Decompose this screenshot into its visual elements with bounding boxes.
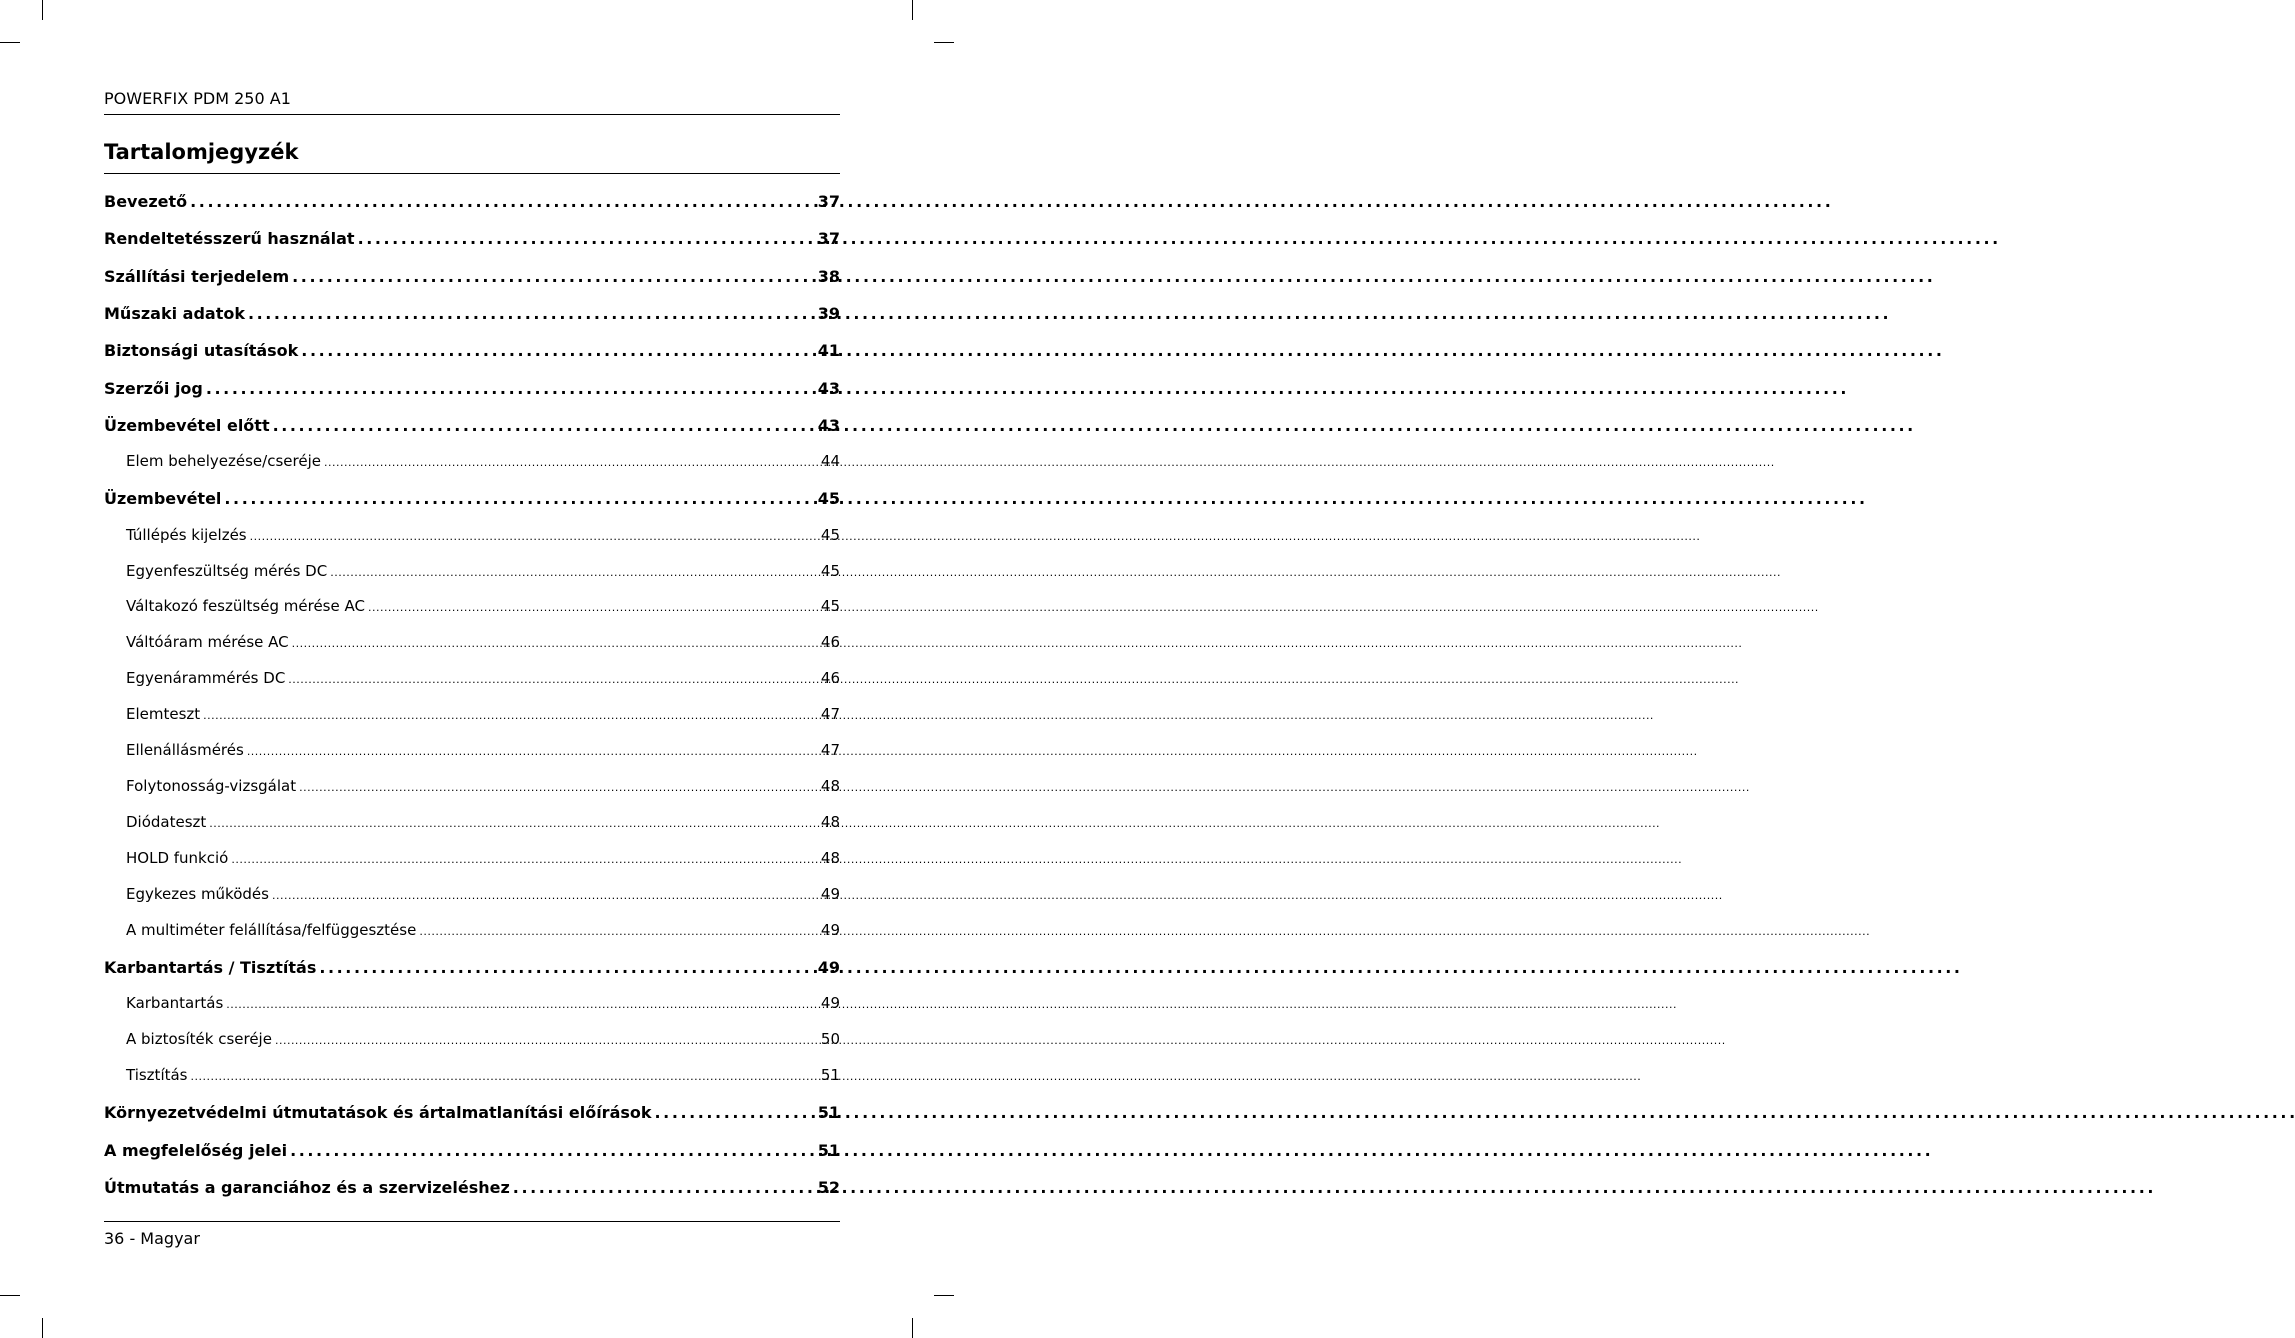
toc-heading-rule <box>104 173 840 174</box>
toc-entry-label: Váltakozó feszültség mérése AC <box>126 597 365 615</box>
toc-entry[interactable] <box>104 379 840 401</box>
crop-mark-bottom-right-h <box>934 1295 954 1296</box>
toc-entry-label: Üzembevétel előtt <box>104 416 270 435</box>
toc-entry-page: 45 <box>820 526 840 544</box>
toc-entry-label: Útmutatás a garanciához és a szervizeléshez <box>104 1178 510 1197</box>
header-rule <box>104 114 840 115</box>
toc-entry-label: Rendeltetésszerű használat <box>104 229 355 248</box>
toc-entry-page: 37 <box>817 229 840 248</box>
toc-entry-label: Egykezes működés <box>126 885 269 903</box>
toc-heading: Tartalomjegyzék <box>104 140 299 164</box>
footer-page-label: 36 - Magyar <box>104 1229 200 1248</box>
toc-entry[interactable] <box>104 994 840 1016</box>
toc-entry[interactable] <box>104 1030 840 1052</box>
toc-entry[interactable] <box>104 885 840 907</box>
toc-entry-label: A multiméter felállítása/felfüggesztése <box>126 921 417 939</box>
toc-leader-dots <box>330 562 1781 580</box>
toc-leader-dots <box>655 1103 2295 1122</box>
footer-rule <box>104 1221 840 1222</box>
toc-entry-page: 47 <box>820 741 840 759</box>
toc-entry-page: 46 <box>820 633 840 651</box>
toc-leader-dots <box>288 669 1739 687</box>
toc-entry[interactable] <box>104 229 840 251</box>
toc-leader-dots <box>191 1066 1642 1084</box>
toc-leader-dots <box>206 379 1847 398</box>
toc-entry-label: Túllépés kijelzés <box>126 526 247 544</box>
toc-entry-page: 48 <box>820 849 840 867</box>
toc-entry[interactable] <box>104 633 840 655</box>
toc-leader-dots <box>319 958 1960 977</box>
crop-mark-bottom-right <box>912 1318 913 1338</box>
toc-entry-label: Karbantartás <box>126 994 224 1012</box>
toc-leader-dots <box>224 489 1865 508</box>
toc-entry-label: HOLD funkció <box>126 849 229 867</box>
toc-entry-page: 48 <box>820 813 840 831</box>
toc-entry-page: 39 <box>817 304 840 323</box>
toc-entry-label: Egyenfeszültség mérés DC <box>126 562 328 580</box>
toc-leader-dots <box>203 705 1654 723</box>
toc-entry-page: 45 <box>817 489 840 508</box>
toc-entry[interactable] <box>104 1141 840 1163</box>
toc-entry-label: Környezetvédelmi útmutatások és ártalmatlanítási előírások <box>104 1103 652 1122</box>
toc-leader-dots <box>247 741 1698 759</box>
toc-leader-dots <box>275 1030 1726 1048</box>
toc-entry[interactable] <box>104 304 840 326</box>
toc-entry[interactable] <box>104 597 840 619</box>
toc-entry[interactable] <box>104 705 840 727</box>
toc-entry[interactable] <box>104 813 840 835</box>
toc-entry-page: 51 <box>817 1141 840 1160</box>
toc-leader-dots <box>419 921 1870 939</box>
toc-entry-page: 48 <box>820 777 840 795</box>
toc-entry[interactable] <box>104 192 840 214</box>
toc-entry-page: 49 <box>820 921 840 939</box>
toc-entry-label: Egyenárammérés DC <box>126 669 286 687</box>
toc-entry-page: 47 <box>820 705 840 723</box>
toc-entry[interactable] <box>104 526 840 548</box>
toc-entry-page: 45 <box>820 597 840 615</box>
toc-entry-label: Műszaki adatok <box>104 304 245 323</box>
crop-mark-top-left <box>42 0 43 20</box>
toc-entry[interactable] <box>104 267 840 289</box>
toc-entry[interactable] <box>104 958 840 980</box>
toc-entry-label: Ellenállásmérés <box>126 741 244 759</box>
toc-entry-page: 50 <box>820 1030 840 1048</box>
toc-leader-dots <box>299 777 1750 795</box>
crop-mark-top-right <box>912 0 913 20</box>
toc-entry-page: 46 <box>820 669 840 687</box>
toc-leader-dots <box>292 633 1743 651</box>
toc-leader-dots <box>226 994 1677 1012</box>
toc-leader-dots <box>273 416 1914 435</box>
toc-entry-label: Szerzői jog <box>104 379 203 398</box>
toc-entry[interactable] <box>104 1178 840 1200</box>
toc-entry-page: 41 <box>817 341 840 360</box>
toc-entry-label: Diódateszt <box>126 813 207 831</box>
toc-leader-dots <box>301 341 1942 360</box>
toc-entry[interactable] <box>104 777 840 799</box>
toc-entry-label: Tisztítás <box>126 1066 188 1084</box>
toc-entry-page: 43 <box>817 379 840 398</box>
toc-entry-label: Karbantartás / Tisztítás <box>104 958 317 977</box>
toc-leader-dots <box>292 267 1933 286</box>
toc-entry-page: 49 <box>820 994 840 1012</box>
crop-mark-top-right-h <box>934 42 954 43</box>
toc-entry[interactable] <box>104 452 840 474</box>
toc-entry-page: 49 <box>820 885 840 903</box>
toc-entry-label: Szállítási terjedelem <box>104 267 290 286</box>
crop-mark-bottom-left-h <box>0 1295 20 1296</box>
toc-leader-dots <box>358 229 1999 248</box>
toc-entry-page: 51 <box>817 1103 840 1122</box>
toc-entry-page: 49 <box>817 958 840 977</box>
toc-entry[interactable] <box>104 669 840 691</box>
toc-leader-dots <box>231 849 1682 867</box>
toc-entry-label: Váltóáram mérése AC <box>126 633 289 651</box>
toc-entry[interactable] <box>104 849 840 871</box>
toc-entry[interactable] <box>104 416 840 438</box>
toc-leader-dots <box>290 1141 1931 1160</box>
crop-mark-top-left-h <box>0 42 20 43</box>
toc-leader-dots <box>368 597 1819 615</box>
toc-entry[interactable] <box>104 1103 840 1125</box>
crop-mark-bottom-left <box>42 1318 43 1338</box>
toc-leader-dots <box>250 526 1701 544</box>
toc-entry-page: 37 <box>817 192 840 211</box>
toc-entry-label: Bevezető <box>104 192 188 211</box>
toc-entry-label: Üzembevétel <box>104 489 222 508</box>
toc-leader-dots <box>209 813 1660 831</box>
toc-entry[interactable] <box>104 562 840 584</box>
toc-entry-page: 52 <box>817 1178 840 1197</box>
toc-entry-label: Biztonsági utasítások <box>104 341 299 360</box>
toc-leader-dots <box>513 1178 2154 1197</box>
toc-entry-page: 44 <box>820 452 840 470</box>
toc-entry-page: 51 <box>820 1066 840 1084</box>
toc-entry-page: 45 <box>820 562 840 580</box>
toc-entry[interactable] <box>104 1066 840 1088</box>
toc-entry-label: Elem behelyezése/cseréje <box>126 452 321 470</box>
toc-entry-label: Folytonosság-vizsgálat <box>126 777 297 795</box>
toc-entry[interactable] <box>104 489 840 511</box>
header-product-title: POWERFIX PDM 250 A1 <box>104 89 291 108</box>
toc-entry[interactable] <box>104 741 840 763</box>
toc-entry-label: A biztosíték cseréje <box>126 1030 272 1048</box>
toc-leader-dots <box>190 192 1831 211</box>
toc-leader-dots <box>272 885 1723 903</box>
toc-entry[interactable] <box>104 341 840 363</box>
toc-entry[interactable] <box>104 921 840 943</box>
toc-entry-page: 38 <box>817 267 840 286</box>
toc-entry-page: 43 <box>817 416 840 435</box>
toc-leader-dots <box>248 304 1889 323</box>
toc-leader-dots <box>324 452 1775 470</box>
toc-entry-label: A megfelelőség jelei <box>104 1141 288 1160</box>
toc-entry-label: Elemteszt <box>126 705 201 723</box>
